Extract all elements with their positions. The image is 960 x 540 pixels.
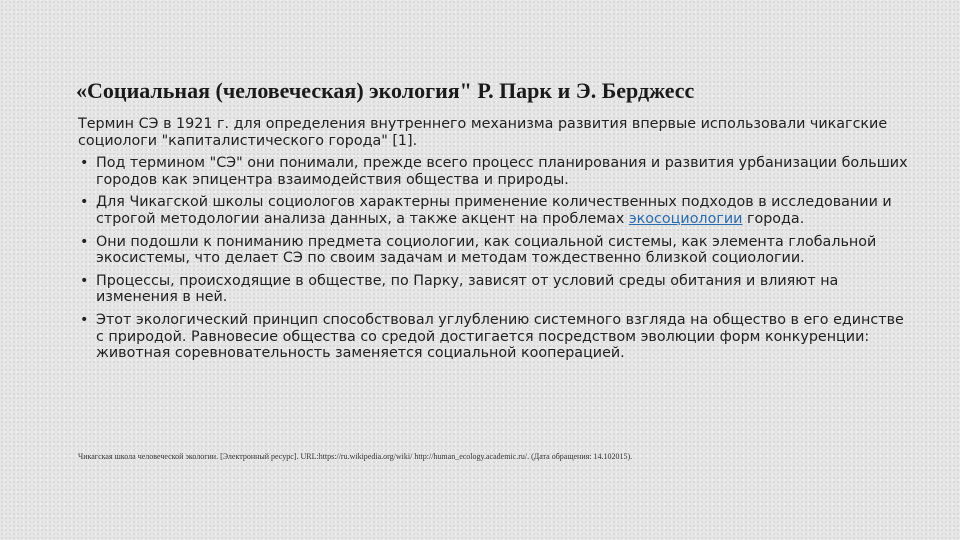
bullet-dot: • <box>80 311 89 328</box>
bullet-item-5 <box>78 312 910 362</box>
bullet-text: Для Чикагской школы социологов характерны применение количественных подходов в исследовании и строгой методологии анализа данных, а также акцент на проблемах <box>96 194 892 227</box>
bullet-text: Этот экологический принцип способствовал углублению системного взгляда на общество в его единстве с природой. Равновесие общества со средой достигается посредством эволюции форм конкуренции: животная соревновательность заменяется социальной кооперацией. <box>96 311 904 362</box>
footnote: Чикагская школа человеческой экологии. [Электронный ресурс]. URL:https://ru.wikipedia.org/wiki/ http://human_ecology.academic.ru/. (Дата обращения: 14.102015). <box>78 452 633 461</box>
bullet-item-4 <box>78 273 910 306</box>
bullet-item-2 <box>78 194 910 227</box>
bullet-dot: • <box>80 233 89 250</box>
slide-body <box>78 116 910 362</box>
bullet-text: Они подошли к пониманию предмета социологии, как социальной системы, как элемента глобальной экосистемы, что делает СЭ по своим задачам и методам тождественно близкой социологии. <box>96 233 877 267</box>
bullet-item-3 <box>78 234 910 267</box>
bullet-dot: • <box>80 155 89 172</box>
bullet-text: Процессы, происходящие в обществе, по Парку, зависят от условий среды обитания и влияют на изменения в ней. <box>96 272 839 306</box>
ecosociology-link[interactable]: экосоциологии <box>628 210 743 227</box>
bullet-dot: • <box>80 194 89 211</box>
intro-paragraph: Термин СЭ в 1921 г. для определения внутреннего механизма развития впервые использовали чикагские социологи "капиталистического города" [1]. <box>78 116 888 149</box>
bullet-text: Под термином "СЭ" они понимали, прежде всего процесс планирования и развития урбанизации больших городов как эпицентра взаимодействия общества и природы. <box>96 155 908 188</box>
bullet-item-1 <box>78 155 910 188</box>
bullet-text-end: города. <box>742 210 805 227</box>
slide-title: «Социальная (человеческая) экология" Р. Парк и Э. Берджесс <box>76 78 695 103</box>
bullet-dot: • <box>80 272 89 289</box>
